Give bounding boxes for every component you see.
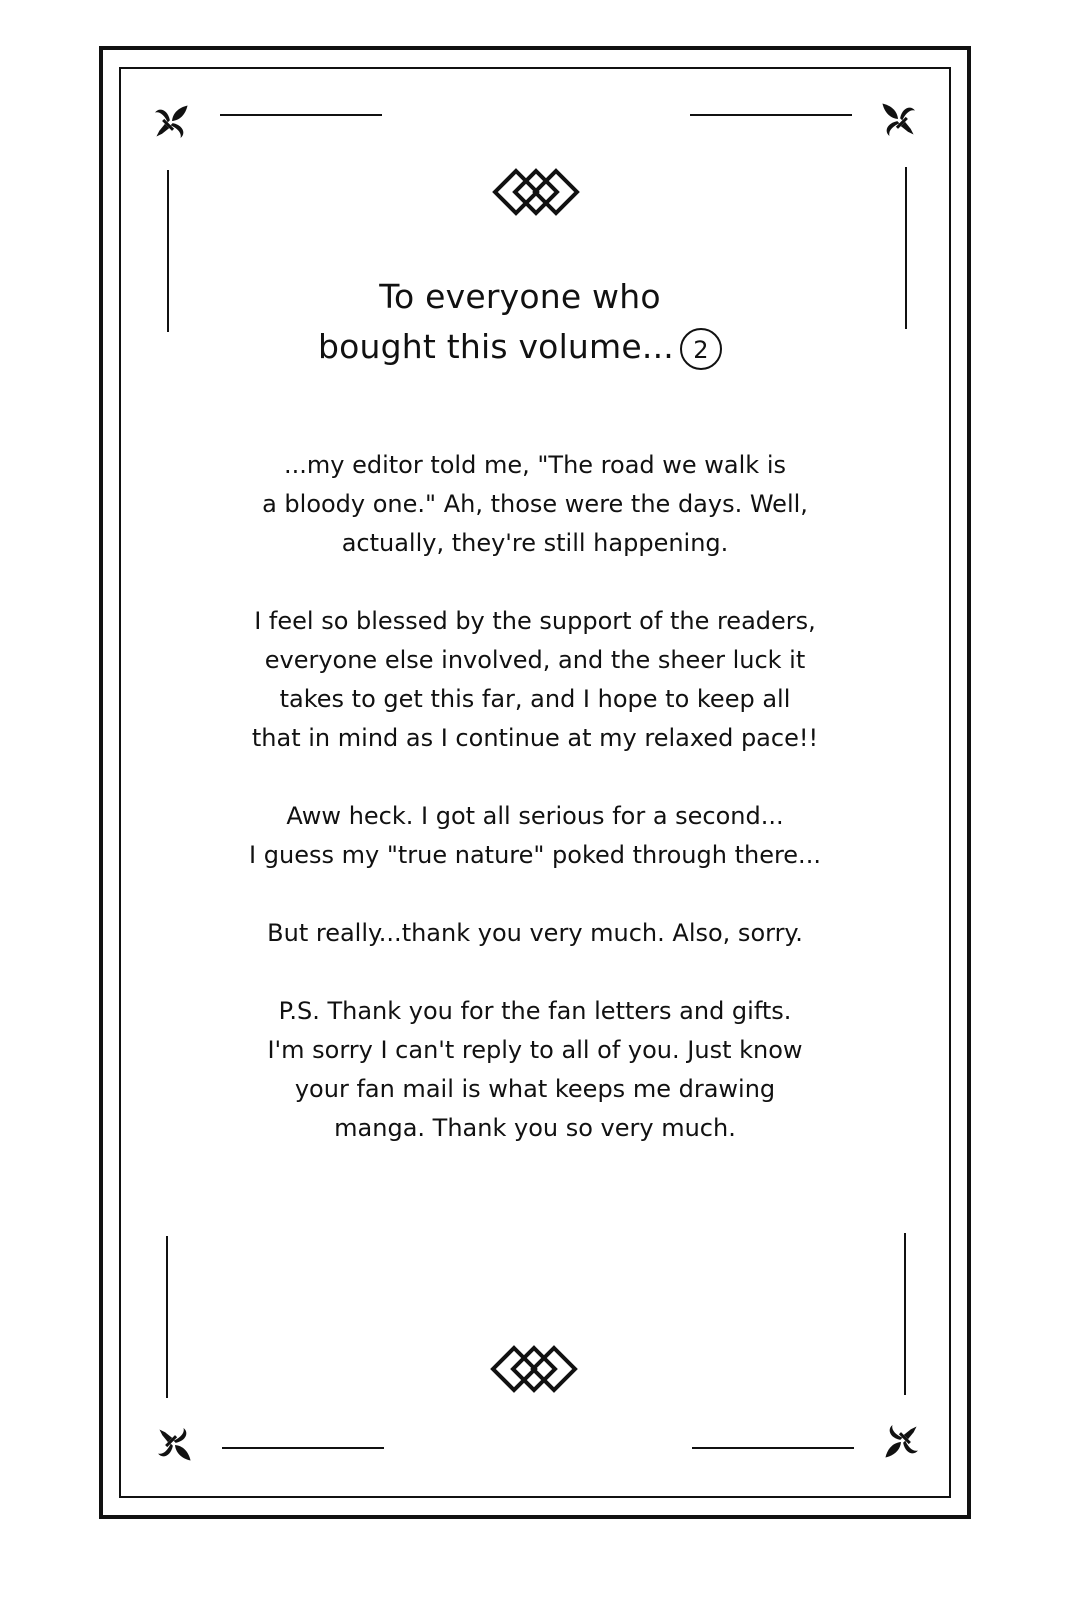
text-line: everyone else involved, and the sheer luck it	[264, 646, 806, 674]
paragraph	[200, 992, 870, 1148]
text-line: I'm sorry I can't reply to all of you. Just know	[267, 1036, 803, 1064]
top-right-rule	[690, 114, 852, 116]
text-line: P.S. Thank you for the fan letters and gifts.	[278, 997, 792, 1025]
bottom-right-rule	[692, 1447, 854, 1449]
paragraph	[200, 797, 870, 875]
paragraph	[200, 446, 870, 563]
title-line-text: bought this volume...	[318, 327, 674, 366]
page-title	[300, 272, 740, 372]
left-upper-rule	[167, 170, 169, 332]
interlaced-diamond-knot-icon	[486, 1344, 582, 1394]
message-body	[200, 446, 870, 1187]
circled-number: 2	[680, 328, 722, 370]
bottom-left-rule	[222, 1447, 384, 1449]
text-line: I guess my "true nature" poked through there...	[249, 841, 821, 869]
right-upper-rule	[905, 167, 907, 329]
title-line	[300, 322, 740, 372]
paragraph	[200, 602, 870, 758]
text-line: your fan mail is what keeps me drawing	[294, 1075, 776, 1103]
fleur-de-lis-icon	[876, 1417, 926, 1467]
text-line: takes to get this far, and I hope to keep all	[279, 685, 791, 713]
text-line: that in mind as I continue at my relaxed pace!!	[251, 724, 819, 752]
text-line: Aww heck. I got all serious for a second...	[286, 802, 784, 830]
text-line: actually, they're still happening.	[341, 529, 729, 557]
fleur-de-lis-icon	[147, 96, 197, 146]
text-line: But really...thank you very much. Also, sorry.	[267, 919, 803, 947]
title-line: To everyone who	[379, 277, 661, 316]
paragraph	[200, 914, 870, 953]
text-line: ...my editor told me, "The road we walk is	[283, 451, 786, 479]
text-line: I feel so blessed by the support of the readers,	[254, 607, 816, 635]
fleur-de-lis-icon	[150, 1420, 200, 1470]
fleur-de-lis-icon	[873, 94, 923, 144]
top-left-rule	[220, 114, 382, 116]
text-line: a bloody one." Ah, those were the days. Well,	[262, 490, 808, 518]
text-line: manga. Thank you so very much.	[334, 1114, 736, 1142]
left-lower-rule	[166, 1236, 168, 1398]
interlaced-diamond-knot-icon	[488, 167, 584, 217]
right-lower-rule	[904, 1233, 906, 1395]
